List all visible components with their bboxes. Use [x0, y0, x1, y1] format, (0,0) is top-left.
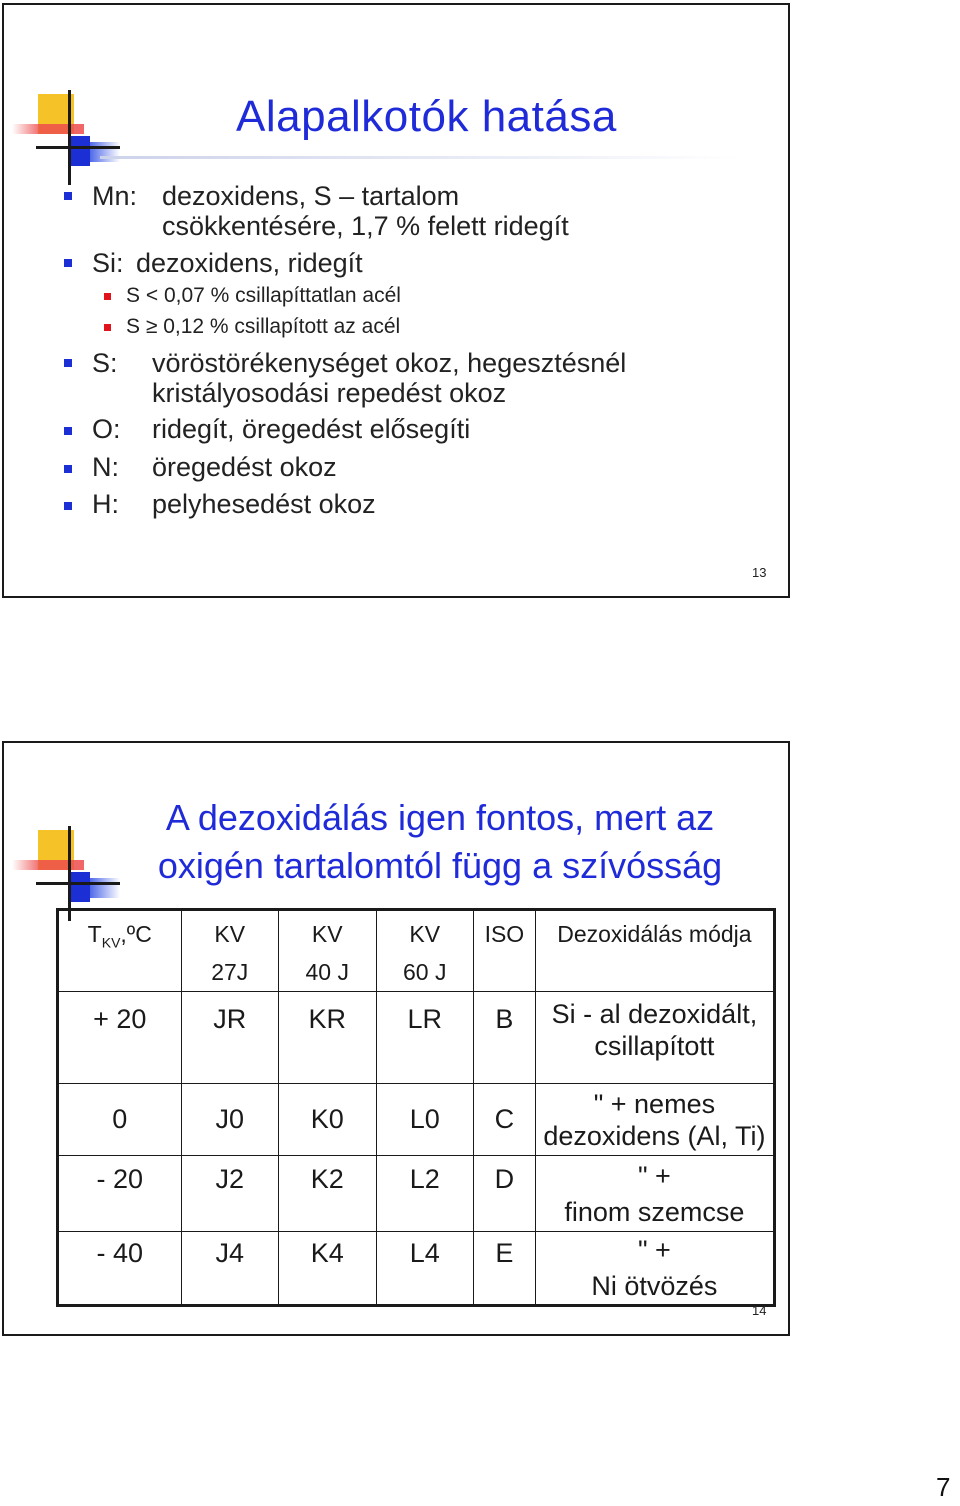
bullet-text: öregedést okoz	[152, 452, 337, 482]
bullet-square-icon	[64, 465, 72, 473]
slide-page-number: 14	[752, 1303, 767, 1318]
sub-bullet-text: S ≥ 0,12 % csillapított az acél	[126, 315, 401, 338]
cell-iso: E	[473, 1232, 535, 1306]
cell-kv-60j: L4	[376, 1232, 473, 1306]
bullet-square-icon	[64, 359, 72, 367]
sub-bullet-square-icon	[104, 324, 111, 331]
cell-kv-40j: K0	[279, 1084, 377, 1156]
cell-kv-40j: KR	[279, 992, 377, 1084]
cell-method: " + Ni ötvözés	[535, 1232, 774, 1306]
bullet-label: Si:	[92, 248, 124, 278]
bullet-label: S:	[92, 348, 118, 378]
cell-kv-40j: K2	[279, 1156, 377, 1232]
cell-kv-27j: J0	[181, 1084, 279, 1156]
bullet-label: H:	[92, 489, 119, 519]
sub-bullet-square-icon	[104, 293, 111, 300]
bullet-text-continued: csökkentésére, 1,7 % felett ridegít	[162, 211, 569, 241]
cell-kv-40j: K4	[279, 1232, 377, 1306]
header-kv-27j: KV 27J	[181, 910, 279, 992]
header-method: Dezoxidálás módja	[535, 910, 774, 992]
bullet-text: dezoxidens, S – tartalom	[162, 181, 460, 211]
bullet-square-icon	[64, 259, 72, 267]
header-kv-60j: KV 60 J	[376, 910, 473, 992]
cell-kv-60j: L2	[376, 1156, 473, 1232]
title-underline	[100, 156, 740, 159]
table-row	[58, 1156, 775, 1232]
slide-title-line-1: A dezoxidálás igen fontos, mert az	[165, 797, 715, 838]
table-row	[58, 1232, 775, 1306]
bullet-square-icon	[64, 502, 72, 510]
header-temperature: $T_{KV},ºC$	[58, 910, 182, 992]
cell-temperature: + 20	[58, 992, 182, 1084]
bullet-text: ridegít, öregedést elősegíti	[152, 414, 471, 444]
bullet-label: O:	[92, 414, 121, 444]
cell-iso: C	[473, 1084, 535, 1156]
cell-kv-27j: JR	[181, 992, 279, 1084]
cell-kv-27j: J2	[181, 1156, 279, 1232]
cell-iso: B	[473, 992, 535, 1084]
slide-page-number: 13	[752, 565, 767, 580]
cell-method: Si - al dezoxidált, csillapított	[535, 992, 774, 1084]
slide-title	[110, 794, 770, 890]
cell-temperature: - 40	[58, 1232, 182, 1306]
slide-logo-icon	[12, 94, 122, 194]
bullet-text-continued: kristályosodási repedést okoz	[152, 378, 507, 408]
header-kv-40j: KV 40 J	[279, 910, 377, 992]
impact-energy-table	[56, 908, 776, 1307]
bullet-label: Mn:	[92, 181, 138, 211]
bullet-text: pelyhesedést okoz	[152, 489, 376, 519]
cell-kv-60j: L0	[376, 1084, 473, 1156]
sub-bullet-text: S < 0,07 % csillapíttatlan acél	[126, 284, 401, 307]
slide-title-line-2: oxigén tartalomtól függ a szívósság	[157, 845, 723, 886]
document-page-number: 7	[936, 1472, 951, 1502]
cell-iso: D	[473, 1156, 535, 1232]
cell-method: " + finom szemcse	[535, 1156, 774, 1232]
table-row	[58, 1084, 775, 1156]
table-header-row	[58, 910, 775, 992]
slide-title: Alapalkotók hatása	[236, 92, 617, 141]
cell-temperature: - 20	[58, 1156, 182, 1232]
bullet-square-icon	[64, 192, 72, 200]
cell-kv-27j: J4	[181, 1232, 279, 1306]
header-iso: ISO	[473, 910, 535, 992]
bullet-text: vöröstörékenységet okoz, hegesztésnél	[152, 348, 627, 378]
table-row	[58, 992, 775, 1084]
bullet-square-icon	[64, 427, 72, 435]
bullet-text: dezoxidens, ridegít	[136, 248, 363, 278]
bullet-label: N:	[92, 452, 119, 482]
cell-method: " + nemes dezoxidens (Al, Ti)	[535, 1084, 774, 1156]
cell-temperature: 0	[58, 1084, 182, 1156]
cell-kv-60j: LR	[376, 992, 473, 1084]
